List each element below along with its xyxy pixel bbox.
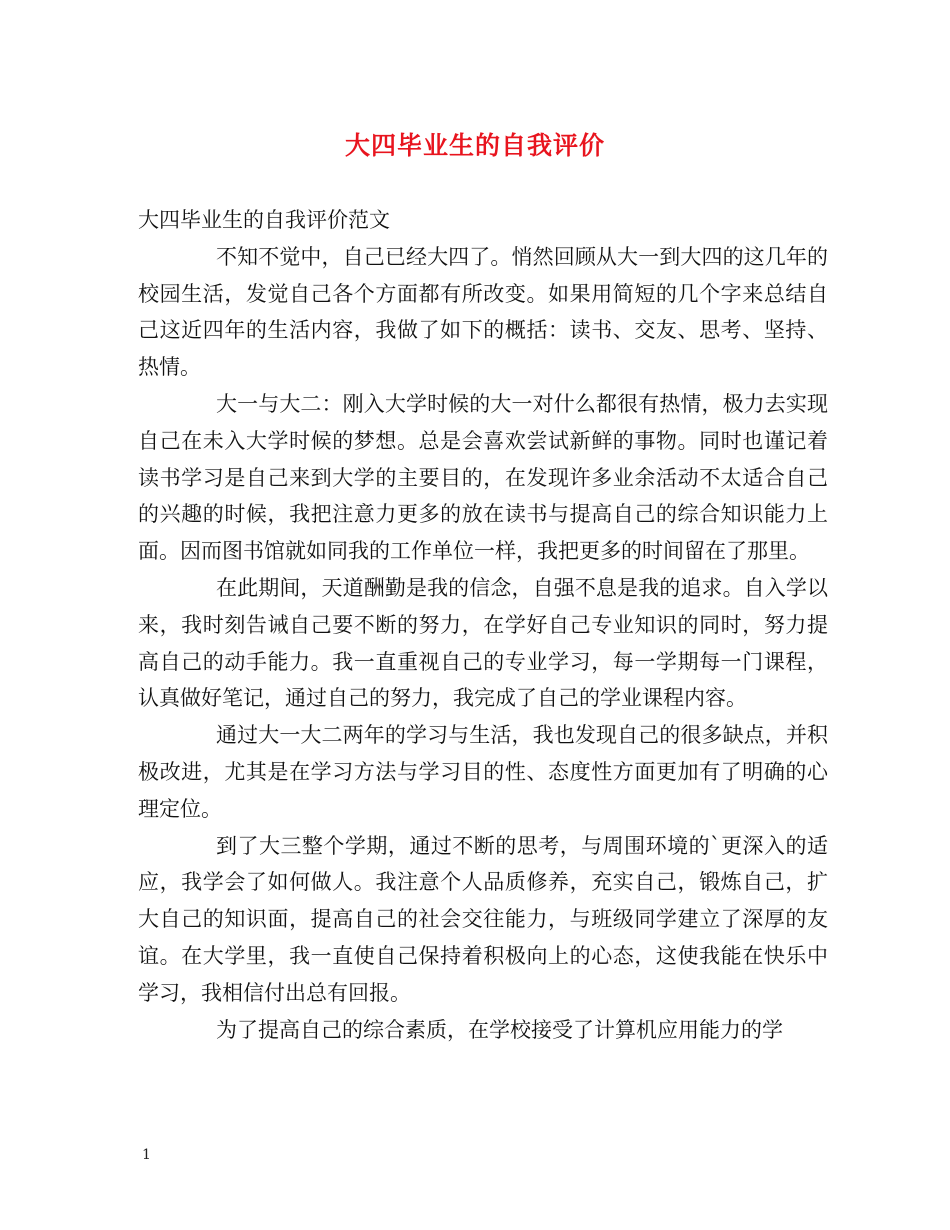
document-subtitle: 大四毕业生的自我评价范文 <box>138 208 390 232</box>
page-number: 1 <box>142 1147 151 1163</box>
paragraph-3: 在此期间，天道酬勤是我的信念，自强不息是我的追求。自入学以来，我时刻告诫自己要不断的努力，在学好自己专业知识的同时，努力提高自己的动手能力。我一直重视自己的专业学习，每一学期每一门课程，认真做好笔记，通过自己的努力，我完成了自己的学业课程内容。 <box>138 575 828 711</box>
paragraph-5: 到了大三整个学期，通过不断的思考，与周围环境的`更深入的适应，我学会了如何做人。我注意个人品质修养，充实自己，锻炼自己，扩大自己的知识面，提高自己的社会交往能力，与班级同学建立了深厚的友谊。在大学里，我一直使自己保持着积极向上的心态，这使我能在快乐中学习，我相信付出总有回报。 <box>138 833 828 1005</box>
paragraph-4: 通过大一大二两年的学习与生活，我也发现自己的很多缺点，并积极改进，尤其是在学习方法与学习目的性、态度性方面更加有了明确的心理定位。 <box>138 723 828 821</box>
document-title: 大四毕业生的自我评价 <box>344 131 605 160</box>
paragraph-6: 为了提高自己的综合素质，在学校接受了计算机应用能力的学 <box>216 1017 783 1042</box>
paragraph-1: 不知不觉中，自己已经大四了。悄然回顾从大一到大四的这几年的校园生活，发觉自己各个方面都有所改变。如果用简短的几个字来总结自己这近四年的生活内容，我做了如下的概括：读书、交友、思考、坚持、热情。 <box>138 244 828 380</box>
document-body <box>138 202 828 1048</box>
paragraph-2: 大一与大二：刚入大学时候的大一对什么都很有热情，极力去实现自己在未入大学时候的梦想。总是会喜欢尝试新鲜的事物。同时也谨记着读书学习是自己来到大学的主要目的，在发现许多业余活动不太适合自己的兴趣的时候，我把注意力更多的放在读书与提高自己的综合知识能力上面。因而图书馆就如同我的工作单位一样，我把更多的时间留在了那里。 <box>138 391 828 564</box>
